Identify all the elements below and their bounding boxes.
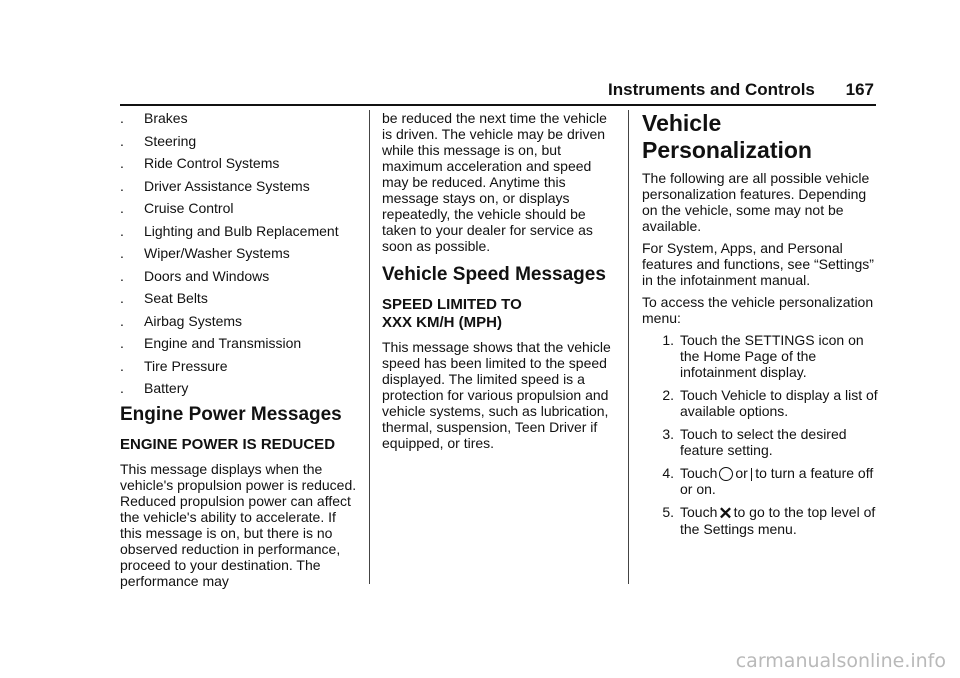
list-item-text: Ride Control Systems xyxy=(144,155,280,171)
bullet-mark: . xyxy=(120,312,124,329)
list-item-text: Brakes xyxy=(144,110,188,126)
engine-power-paragraph: This message displays when the vehicle's propulsion power is reduced. Reduced propulsion power can affect the vehicle's ability to accelerate. If this message is on, but there is no observed reduction in performance, proceed to your destination. The performance may xyxy=(120,461,357,589)
list-item-text: Doors and Windows xyxy=(144,267,270,284)
step-number: 3. xyxy=(662,426,674,442)
access-menu-paragraph: To access the vehicle personalization menu: xyxy=(642,294,874,326)
step-text: Touch the SETTINGS icon on the Home Page of the infotainment display. xyxy=(680,332,864,380)
list-item xyxy=(120,358,360,374)
title-line-2: Personalization xyxy=(642,137,812,163)
page-number: 167 xyxy=(845,80,874,99)
list-item xyxy=(642,387,878,419)
step-number: 1. xyxy=(662,332,674,348)
system-list xyxy=(120,110,360,396)
column-1 xyxy=(120,110,360,595)
list-item-text: Seat Belts xyxy=(144,290,208,306)
step4-touch: Touch xyxy=(680,465,718,481)
bullet-mark: . xyxy=(120,357,124,374)
list-item xyxy=(120,335,360,351)
list-item xyxy=(642,504,878,536)
list-item-text: Engine and Transmission xyxy=(144,335,302,351)
watermark: carmanualsonline.info xyxy=(735,650,946,672)
speed-limited-subheading xyxy=(382,296,618,332)
list-item-text: Airbag Systems xyxy=(144,312,243,329)
list-item-text: Steering xyxy=(144,132,197,149)
title-line-1: Vehicle xyxy=(642,110,722,136)
bullet-mark: . xyxy=(120,267,124,284)
list-item xyxy=(120,133,360,149)
engine-power-heading: Engine Power Messages xyxy=(120,404,342,425)
settings-reference-paragraph: For System, Apps, and Personal features and functions, see “Settings” in the infotainment manual. xyxy=(642,240,874,288)
bullet-mark: . xyxy=(120,110,124,126)
subheading-line-2: XXX KM/H (MPH) xyxy=(382,314,502,331)
personalization-title xyxy=(642,110,878,164)
list-item xyxy=(120,110,360,126)
list-item xyxy=(120,223,360,239)
step-text: Touch to select the desired feature setting. xyxy=(680,426,847,458)
list-item xyxy=(120,245,360,261)
step-number: 4. xyxy=(662,465,674,481)
list-item-text: Lighting and Bulb Replacement xyxy=(144,222,339,239)
list-item xyxy=(120,313,360,329)
toggle-on-bar-icon xyxy=(751,468,752,481)
speed-limited-paragraph: This message shows that the vehicle speed has been limited to the speed displayed. The limited speed is a protection for various propulsion and vehicle systems, such as lubrication, thermal, suspension, Teen Driver if equipped, or tires. xyxy=(382,339,611,451)
step4-or: or xyxy=(735,465,748,481)
list-item-text: Cruise Control xyxy=(144,200,234,216)
engine-power-subheading: ENGINE POWER IS REDUCED xyxy=(120,436,336,453)
bullet-mark: . xyxy=(120,200,124,216)
step-number: 2. xyxy=(662,387,674,403)
step-text: Touch Vehicle to display a list of available options. xyxy=(680,387,878,419)
list-item xyxy=(120,268,360,284)
column-3 xyxy=(642,110,878,544)
list-item xyxy=(642,426,878,458)
list-item-text: Driver Assistance Systems xyxy=(144,177,310,194)
list-item xyxy=(120,200,360,216)
close-x-icon: ✕ xyxy=(718,503,733,523)
column-divider-2 xyxy=(628,110,629,584)
bullet-mark: . xyxy=(120,380,124,396)
bullet-mark: . xyxy=(120,222,124,239)
toggle-off-circle-icon xyxy=(719,467,733,481)
bullet-mark: . xyxy=(120,132,124,149)
step-text xyxy=(680,465,878,497)
step-number: 5. xyxy=(662,504,674,521)
list-item xyxy=(642,465,878,497)
step-text xyxy=(680,504,878,536)
list-item xyxy=(120,380,360,396)
personalization-steps xyxy=(642,332,878,537)
header-rule xyxy=(120,104,876,106)
page-header xyxy=(608,80,874,100)
step5-touch: Touch xyxy=(680,504,718,521)
column-2 xyxy=(382,110,618,457)
list-item xyxy=(120,155,360,171)
list-item xyxy=(120,290,360,306)
list-item-text: Tire Pressure xyxy=(144,357,228,374)
bullet-mark: . xyxy=(120,245,124,261)
subheading-line-1: SPEED LIMITED TO xyxy=(382,296,522,313)
list-item-text: Wiper/Washer Systems xyxy=(144,245,290,261)
intro-paragraph: The following are all possible vehicle personalization features. Depending on the vehicle, some may not be available. xyxy=(642,170,870,234)
list-item-text: Battery xyxy=(144,380,189,396)
bullet-mark: . xyxy=(120,290,124,306)
bullet-mark: . xyxy=(120,177,124,194)
step5-post: to go to the top level of the Settings menu. xyxy=(680,504,876,537)
section-title: Instruments and Controls xyxy=(608,80,815,99)
step4-post: to turn a feature off or on. xyxy=(680,465,874,498)
speed-messages-heading: Vehicle Speed Messages xyxy=(382,264,606,285)
column-divider-1 xyxy=(369,110,370,584)
list-item xyxy=(642,332,878,380)
bullet-mark: . xyxy=(120,155,124,171)
continued-paragraph: be reduced the next time the vehicle is driven. The vehicle may be driven while this message is on, but maximum acceleration and speed may be reduced. Anytime this message stays on, or displays repeatedly, the vehicle should be taken to your dealer for service as soon as possible. xyxy=(382,110,607,254)
bullet-mark: . xyxy=(120,335,124,351)
list-item xyxy=(120,178,360,194)
